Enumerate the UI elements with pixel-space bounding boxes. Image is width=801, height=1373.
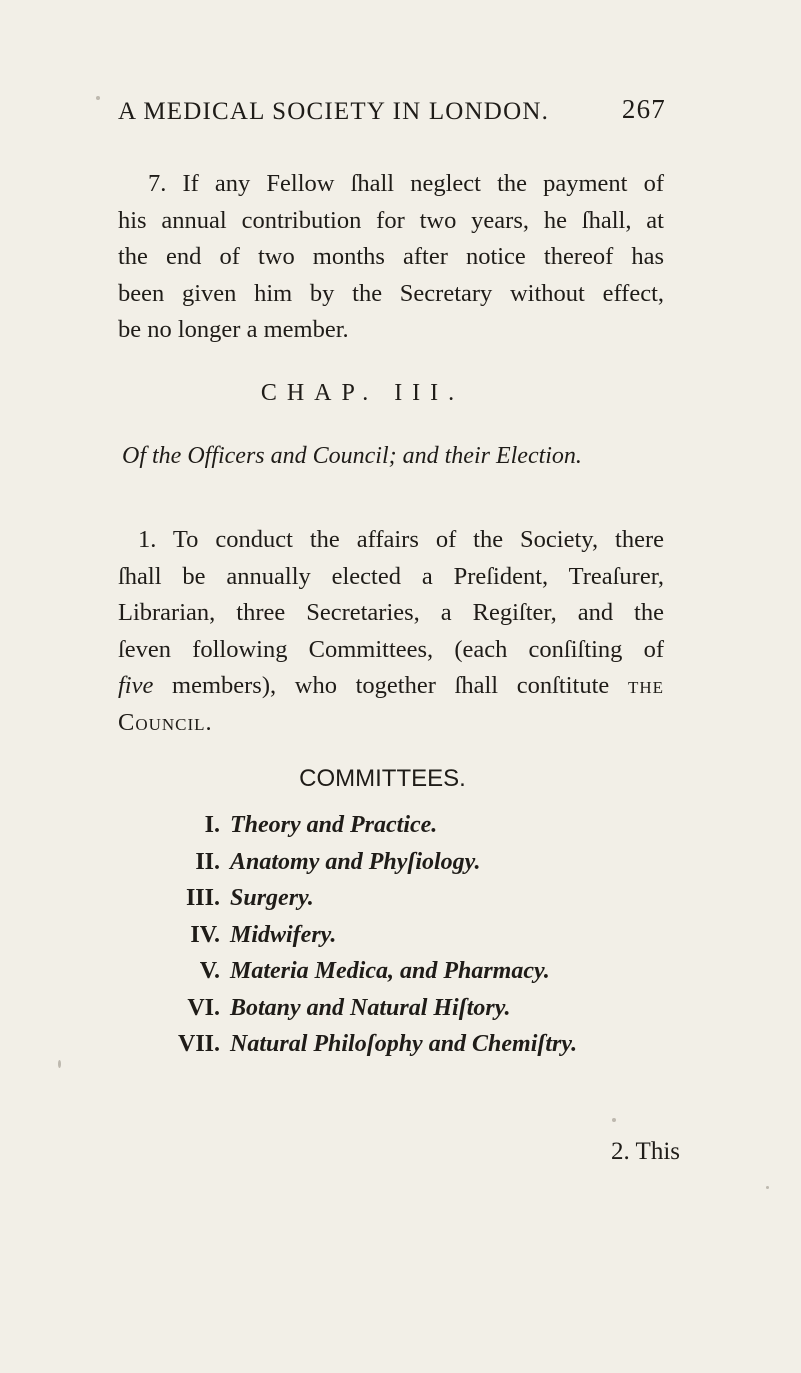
italic-word: five <box>118 672 154 699</box>
committee-name: Surgery. <box>230 885 314 911</box>
committee-number: I. <box>204 812 220 838</box>
text-line: Council. <box>118 708 213 736</box>
text-line: ſeven following Committees, (each conſiſting of <box>118 635 664 663</box>
paper-speck <box>766 1186 769 1189</box>
rule-1-paragraph <box>118 522 664 741</box>
committee-list <box>170 812 577 1068</box>
text-line: 7. If any Fellow ſhall neglect the payment of <box>148 170 664 197</box>
paper-speck <box>96 96 100 100</box>
text-line: 1. To conduct the affairs of the Society, there <box>138 526 664 553</box>
catchword: 2. This <box>611 1138 680 1165</box>
list-item <box>170 922 577 959</box>
committee-name: Materia Medica, and Pharmacy. <box>230 958 550 984</box>
list-item <box>170 812 577 849</box>
committee-number: VII. <box>177 1031 220 1057</box>
committee-number: III. <box>185 885 220 911</box>
text-line: Librarian, three Secretaries, a Regiſter, and the <box>118 599 664 626</box>
list-item <box>170 849 577 886</box>
chapter-subtitle: Of the Officers and Council; and their Election. <box>122 443 582 469</box>
committee-number: V. <box>199 958 220 984</box>
committee-number: VI. <box>187 994 220 1021</box>
text-line: his annual contribution for two years, he ſhall, at <box>118 206 664 234</box>
list-item <box>170 1031 577 1068</box>
text-line: the end of two months after notice thereof has <box>118 243 664 270</box>
committee-name: Natural Philoſophy and Chemiſtry. <box>230 1031 578 1057</box>
smallcaps-word: the <box>627 672 664 699</box>
list-item <box>170 958 577 995</box>
text-run: members), who together ſhall conſtitute <box>153 672 628 699</box>
committee-name: Botany and Natural Hiſtory. <box>230 994 511 1021</box>
paper-speck <box>612 1118 616 1122</box>
chapter-heading: CHAP. III. <box>260 380 465 406</box>
text-line: been given him by the Secretary without effect, <box>118 279 664 307</box>
running-title: A MEDICAL SOCIETY IN LONDON. <box>118 98 550 125</box>
rule-7-paragraph <box>118 166 664 349</box>
text-line <box>118 668 664 705</box>
committee-number: IV. <box>190 921 220 948</box>
list-item <box>170 995 577 1032</box>
committee-number: II. <box>195 848 220 875</box>
committees-heading: COMMITTEES. <box>299 765 466 792</box>
running-header <box>118 94 666 126</box>
committee-name: Midwifery. <box>230 921 337 948</box>
paper-speck <box>58 1060 61 1068</box>
list-item <box>170 885 577 922</box>
committee-name: Theory and Practice. <box>230 812 438 838</box>
text-line: ſhall be annually elected a Preſident, Treaſurer, <box>118 562 664 590</box>
text-line: be no longer a member. <box>118 316 349 343</box>
page-number: 267 <box>621 94 666 124</box>
committee-name: Anatomy and Phyſiology. <box>230 848 481 875</box>
